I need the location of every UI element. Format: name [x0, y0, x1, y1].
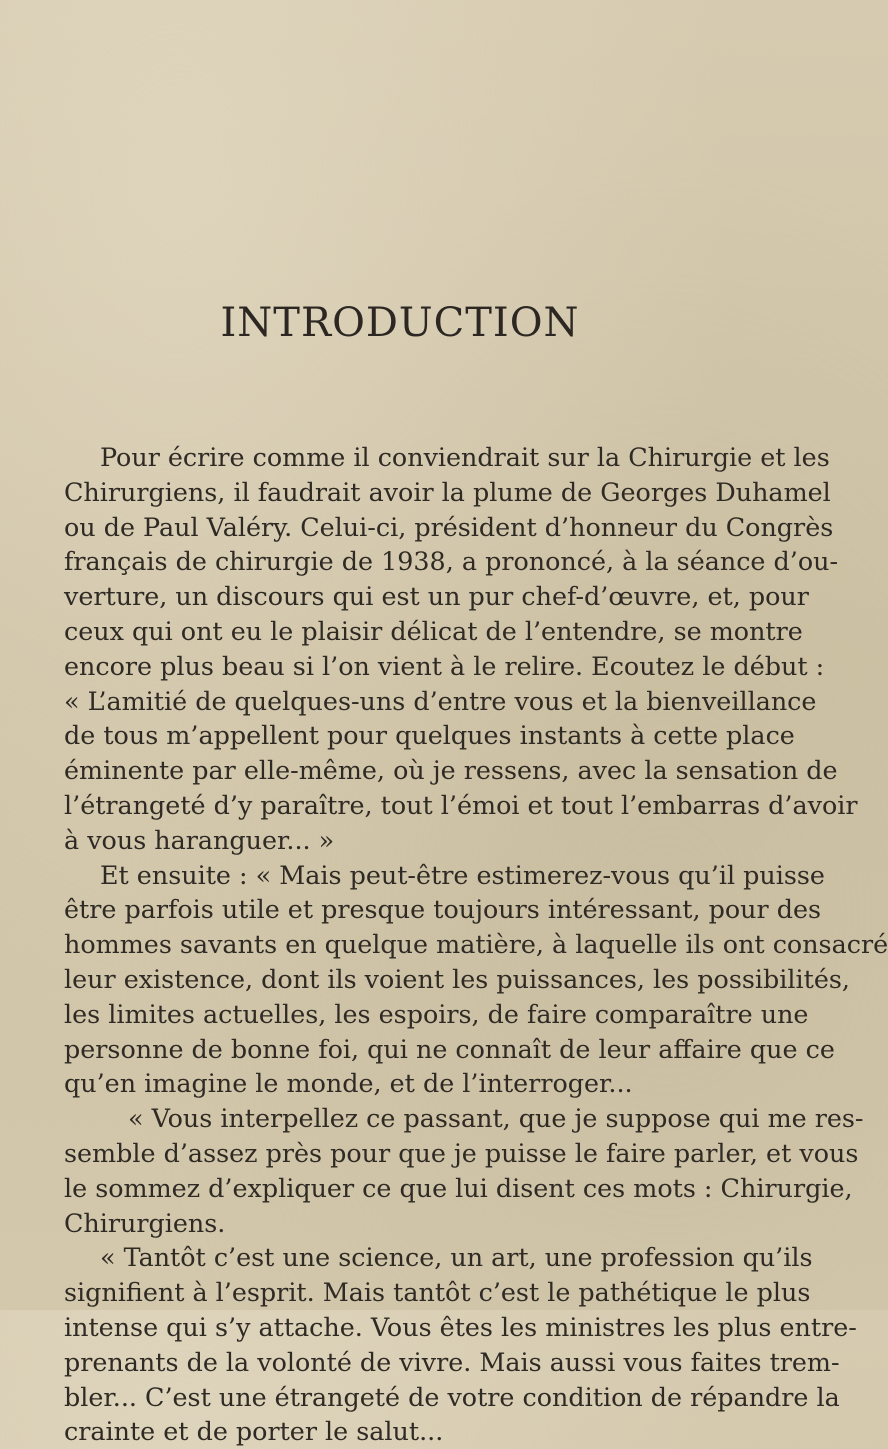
text-line: Et ensuite : « Mais peut-être estimerez-vous qu’il puisse: [100, 859, 825, 890]
text-line: être parfois utile et presque toujours intéressant, pour des: [64, 894, 822, 925]
text-line: l’étrangeté d’y paraître, tout l’émoi et tout l’embarras d’avoir: [64, 789, 858, 820]
text-line: le sommez d’expliquer ce que lui disent ces mots : Chirurgie,: [64, 1172, 853, 1203]
text-line: qu’en imagine le monde, et de l’interroger...: [64, 1068, 633, 1099]
text-line: « Vous interpellez ce passant, que je suppose qui me res-: [128, 1103, 864, 1134]
body-text: [64, 440, 888, 1449]
text-line: éminente par elle-même, où je ressens, avec la sensation de: [64, 755, 838, 786]
text-line: français de chirurgie de 1938, a prononcé, à la séance d’ou-: [64, 546, 839, 577]
text-line: à vous haranguer... »: [64, 824, 335, 855]
text-line: « Tantôt c’est une science, un art, une profession qu’ils: [100, 1242, 813, 1273]
text-line: intense qui s’y attache. Vous êtes les ministres les plus entre-: [64, 1311, 857, 1342]
text-line: les limites actuelles, les espoirs, de faire comparaître une: [64, 998, 809, 1029]
text-line: personne de bonne foi, qui ne connaît de leur affaire que ce: [64, 1033, 835, 1064]
chapter-title: INTRODUCTION: [220, 300, 580, 346]
text-line: Chirurgiens.: [64, 1207, 226, 1238]
text-line: leur existence, dont ils voient les puissances, les possibilités,: [64, 963, 850, 994]
text-line: crainte et de porter le salut...: [64, 1416, 444, 1447]
text-line: encore plus beau si l’on vient à le relire. Ecoutez le début :: [64, 650, 825, 681]
text-line: verture, un discours qui est un pur chef-d’œuvre, et, pour: [64, 581, 809, 612]
text-line: Pour écrire comme il conviendrait sur la Chirurgie et les: [100, 442, 830, 472]
text-line: bler... C’est une étrangeté de votre condition de répandre la: [64, 1381, 840, 1412]
text-line: ou de Paul Valéry. Celui-ci, président d’honneur du Congrès: [64, 511, 834, 542]
text-line: signifient à l’esprit. Mais tantôt c’est le pathétique le plus: [64, 1277, 811, 1308]
text-line: ceux qui ont eu le plaisir délicat de l’entendre, se montre: [64, 615, 803, 646]
text-line: semble d’assez près pour que je puisse le faire parler, et vous: [64, 1137, 859, 1168]
text-line: hommes savants en quelque matière, à laquelle ils ont consacré: [64, 929, 888, 960]
text-line: prenants de la volonté de vivre. Mais aussi vous faites trem-: [64, 1346, 840, 1377]
text-line: Chirurgiens, il faudrait avoir la plume de Georges Duhamel: [64, 476, 831, 507]
text-line: de tous m’appellent pour quelques instants à cette place: [64, 720, 795, 751]
text-line: « L’amitié de quelques-uns d’entre vous et la bienveillance: [64, 685, 817, 716]
